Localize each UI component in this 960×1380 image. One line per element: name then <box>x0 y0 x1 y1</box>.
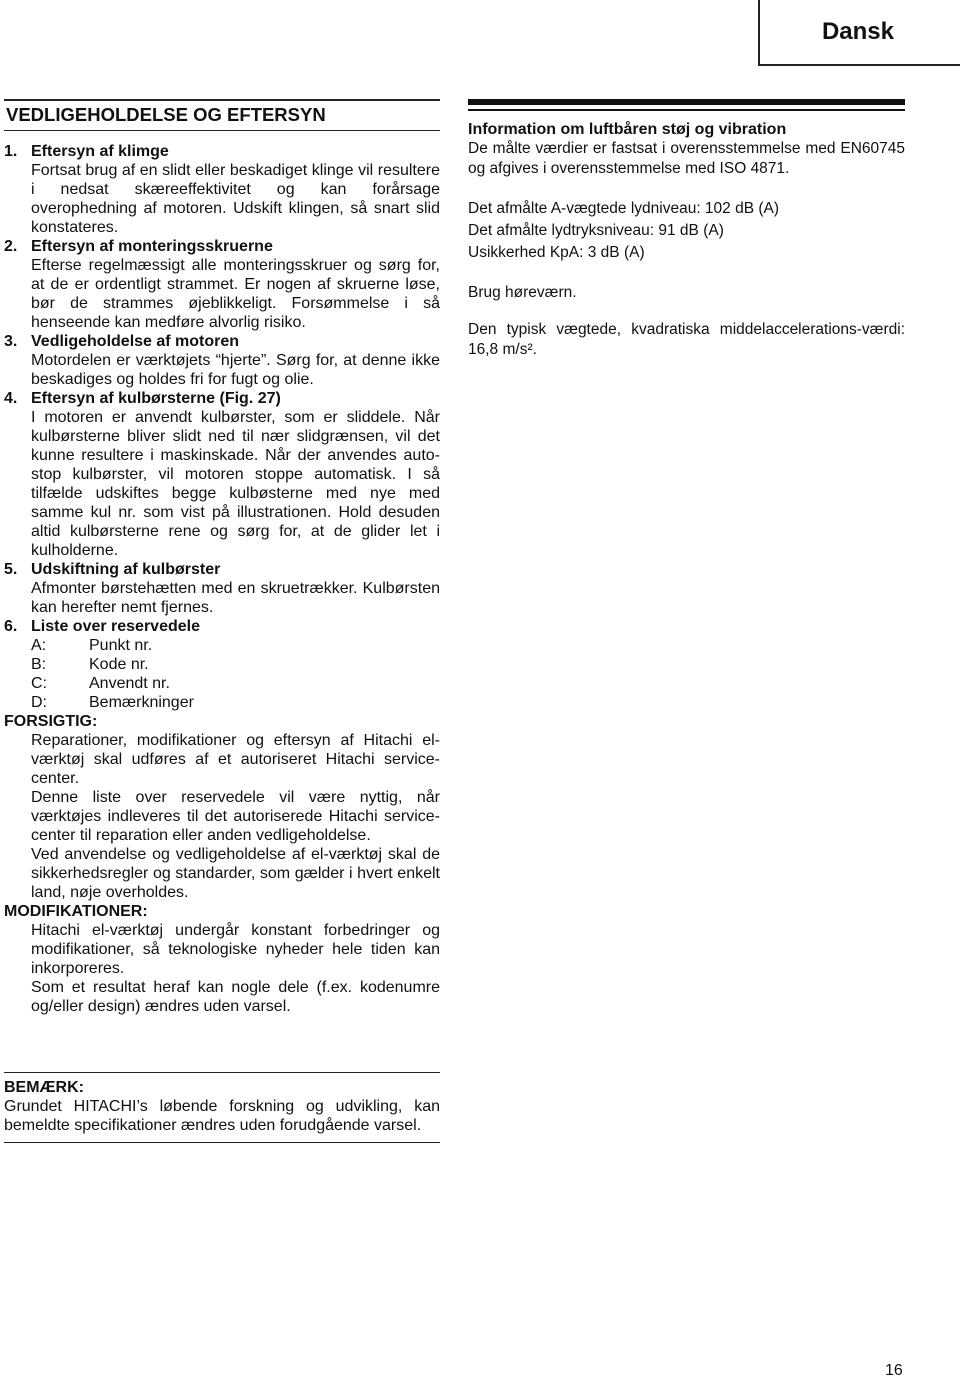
info-line: Det afmålte lydtryksniveau: 91 dB (A) <box>468 222 724 239</box>
note-title: BEMÆRK: <box>4 1079 84 1096</box>
item-number: 1. <box>4 143 18 160</box>
note-box <box>4 1072 440 1143</box>
caution-paragraph: Reparationer, modifikationer og eftersyn af Hitachi el-værktøj skal udføres af et autoriseret Hitachi service-center. <box>31 732 440 787</box>
item-title: Vedligeholdelse af motoren <box>31 333 240 350</box>
item-number: 6. <box>4 618 18 635</box>
note-text: Grundet HITACHI’s løbende forskning og udvikling, kan bemeldte specifikationer ændres uden forudgående varsel. <box>4 1098 440 1134</box>
parts-key: B: <box>31 656 47 673</box>
item-text: Fortsat brug af en slidt eller beskadiget klinge vil resultere i nedsat skæreeffektivitet og kan forårsage overophedning af motoren. Udskift klingen, så snart slid konstateres. <box>31 162 440 236</box>
caution-paragraph: Ved anvendelse og vedligeholdelse af el-værktøj skal de sikkerhedsregler og standarder, som gælder i hvert enkelt land, nøje overholdes. <box>31 846 440 901</box>
modifications-paragraph: Som et resultat heraf kan nogle dele (f.ex. kodenumre og/eller design) ændres uden varsel. <box>31 979 440 1015</box>
info-protection: Brug høreværn. <box>468 284 577 301</box>
info-intro: De målte værdier er fastsat i overensstemmelse med EN60745 og afgives i overensstemmelse med ISO 4871. <box>468 140 905 177</box>
parts-value: Kode nr. <box>89 656 149 673</box>
item-title: Udskiftning af kulbørster <box>31 561 221 578</box>
info-vibration: Den typisk vægtede, kvadratiska middelaccelerations-værdi: 16,8 m/s². <box>468 321 905 358</box>
item-1 <box>4 142 440 237</box>
parts-key: A: <box>31 637 47 654</box>
modifications-paragraph: Hitachi el-værktøj undergår konstant forbedringer og modifikationer, så teknologiske nyheder hele tiden kan inkorporeres. <box>31 922 440 977</box>
item-4 <box>4 389 440 560</box>
parts-key: D: <box>31 694 47 711</box>
item-2 <box>4 237 440 332</box>
page-number: 16 <box>885 1362 903 1379</box>
parts-value: Punkt nr. <box>89 637 153 654</box>
item-title: Liste over reservedele <box>31 618 200 635</box>
item-title: Eftersyn af klimge <box>31 143 169 160</box>
parts-list <box>31 636 440 712</box>
parts-row <box>31 636 440 655</box>
section-title: VEDLIGEHOLDELSE OG EFTERSYN <box>4 99 440 131</box>
parts-key: C: <box>31 675 47 692</box>
info-title: Information om luftbåren støj og vibration <box>468 121 787 138</box>
parts-value: Anvendt nr. <box>89 675 170 692</box>
item-6 <box>4 617 440 712</box>
item-text: I motoren er anvendt kulbørster, som er sliddele. Når kulbørsterne bliver slidt ned til nær slidgrænsen, vil det kunne resultere i maskinskade. Når der anvendes auto-stop kulbørster, vil motoren stoppe automatisk. I så tilfælde udskiftes begge kulbøsterne med nye med samme kul nr. som vist på illustrationen. Hold desuden altid kulbørsterne rene og sørg for, at de glider let i kulholderne. <box>31 409 440 559</box>
maintenance-section <box>4 99 440 1016</box>
divider <box>468 99 905 105</box>
item-number: 3. <box>4 333 18 350</box>
item-text: Motordelen er værktøjets “hjerte”. Sørg for, at denne ikke beskadiges og holdes fri for fugt og olie. <box>31 352 440 388</box>
item-3 <box>4 332 440 389</box>
item-title: Eftersyn af kulbørsterne (Fig. 27) <box>31 390 281 407</box>
item-number: 4. <box>4 390 18 407</box>
item-number: 2. <box>4 238 18 255</box>
parts-row <box>31 693 440 712</box>
parts-value: Bemærkninger <box>89 694 194 711</box>
item-title: Eftersyn af monteringsskruerne <box>31 238 273 255</box>
maintenance-items <box>4 142 440 1016</box>
modifications-body <box>4 921 440 1016</box>
language-tab: Dansk <box>758 0 960 66</box>
caution-title: FORSIGTIG: <box>4 713 98 730</box>
divider <box>468 109 905 111</box>
modifications-title: MODIFIKATIONER: <box>4 903 148 920</box>
item-text: Afmonter børstehætten med en skruetrækker. Kulbørsten kan herefter nemt fjernes. <box>31 580 440 616</box>
parts-row <box>31 674 440 693</box>
item-number: 5. <box>4 561 18 578</box>
item-text: Efterse regelmæssigt alle monteringsskruer og sørg for, at de er ordentligt strammet. Er nogen af skruerne løse, bør de strammes øjeblikkeligt. Forsømmelse i så henseende kan medføre alvorlig risiko. <box>31 257 440 331</box>
parts-row <box>31 655 440 674</box>
caution-paragraph: Denne liste over reservedele vil være nyttig, når værktøjes indleveres til det autoriserede Hitachi service-center til reparation eller anden vedligeholdelse. <box>31 789 440 844</box>
caution-body <box>4 731 440 902</box>
info-line: Usikkerhed KpA: 3 dB (A) <box>468 244 645 261</box>
info-line: Det afmålte A-vægtede lydniveau: 102 dB (A) <box>468 200 780 217</box>
item-5 <box>4 560 440 617</box>
info-section <box>468 99 905 360</box>
